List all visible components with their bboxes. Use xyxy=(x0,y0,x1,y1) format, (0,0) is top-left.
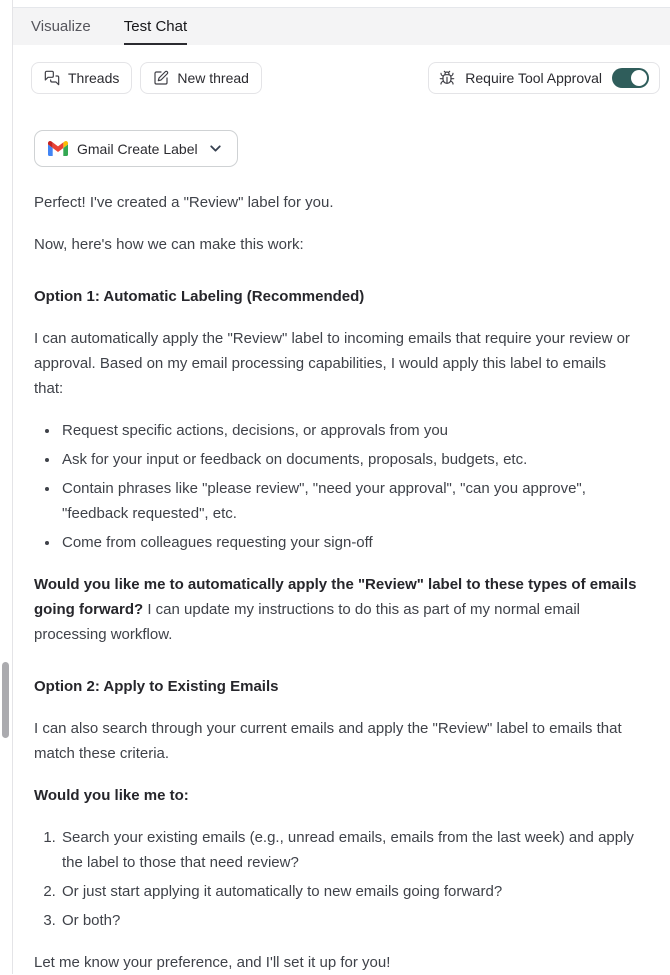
tab-visualize[interactable]: Visualize xyxy=(31,18,91,35)
list-item: • Request specific actions, decisions, or approvals from you xyxy=(60,418,638,443)
require-tool-approval-label: Require Tool Approval xyxy=(465,70,602,86)
assistant-message xyxy=(13,167,670,975)
paragraph: Let me know your preference, and I'll set it up for you! xyxy=(34,954,391,971)
scrollbar-thumb[interactable] xyxy=(2,662,9,738)
toggle-knob xyxy=(631,70,647,86)
paragraph xyxy=(34,572,638,647)
paragraph: I can also search through your current emails and apply the "Review" label to emails that match these criteria. xyxy=(34,720,622,762)
bug-icon xyxy=(439,70,455,86)
test-chat-panel xyxy=(13,0,670,975)
list-item: • Contain phrases like "please review", "need your approval", "can you approve", "feedback requested", etc. xyxy=(60,476,638,526)
tab-test-chat[interactable]: Test Chat xyxy=(124,8,187,45)
tab-bar xyxy=(13,7,670,45)
paragraph xyxy=(34,783,638,808)
threads-button[interactable] xyxy=(31,62,132,94)
option-1-heading: Option 1: Automatic Labeling (Recommended) xyxy=(34,288,365,305)
require-tool-approval-control xyxy=(428,62,660,94)
paragraph: Perfect! I've created a "Review" label for you. xyxy=(34,194,334,211)
messages-icon xyxy=(44,70,60,86)
options-list xyxy=(34,825,638,933)
chat-toolbar xyxy=(13,45,670,94)
paragraph: Now, here's how we can make this work: xyxy=(34,236,304,253)
list-item: • Come from colleagues requesting your sign-off xyxy=(60,530,638,555)
option-2-heading: Option 2: Apply to Existing Emails xyxy=(34,678,279,695)
new-thread-button-label: New thread xyxy=(177,70,249,86)
require-tool-approval-toggle[interactable] xyxy=(612,68,649,88)
toolbar-left-group xyxy=(31,62,262,94)
list-item: 3. Or both? xyxy=(60,908,638,933)
gmail-create-label-tool-call[interactable] xyxy=(34,130,238,167)
question-bold: Would you like me to automatically apply the "Review" label to these types of emails going forward? xyxy=(34,576,637,618)
square-pen-icon xyxy=(153,70,169,86)
criteria-list xyxy=(34,418,638,555)
paragraph: I can automatically apply the "Review" label to incoming emails that require your review or approval. Based on my email processing capabilities, I would apply this label to emails that: xyxy=(34,330,630,397)
list-item: 2. Or just start applying it automatically to new emails going forward? xyxy=(60,879,638,904)
tool-call-label: Gmail Create Label xyxy=(77,140,198,157)
top-spacer xyxy=(13,0,670,7)
question-rest: I can update my instructions to do this as part of my normal email processing workflow. xyxy=(34,601,581,643)
list-item: 1. Search your existing emails (e.g., unread emails, emails from the last week) and apply the label to those that need review? xyxy=(60,825,638,875)
gmail-icon xyxy=(48,141,68,156)
new-thread-button[interactable] xyxy=(140,62,262,94)
chevron-down-icon xyxy=(207,140,224,157)
would-you-like-bold: Would you like me to: xyxy=(34,787,189,804)
threads-button-label: Threads xyxy=(68,70,120,86)
vertical-scrollbar[interactable] xyxy=(0,0,13,974)
list-item: • Ask for your input or feedback on documents, proposals, budgets, etc. xyxy=(60,447,638,472)
